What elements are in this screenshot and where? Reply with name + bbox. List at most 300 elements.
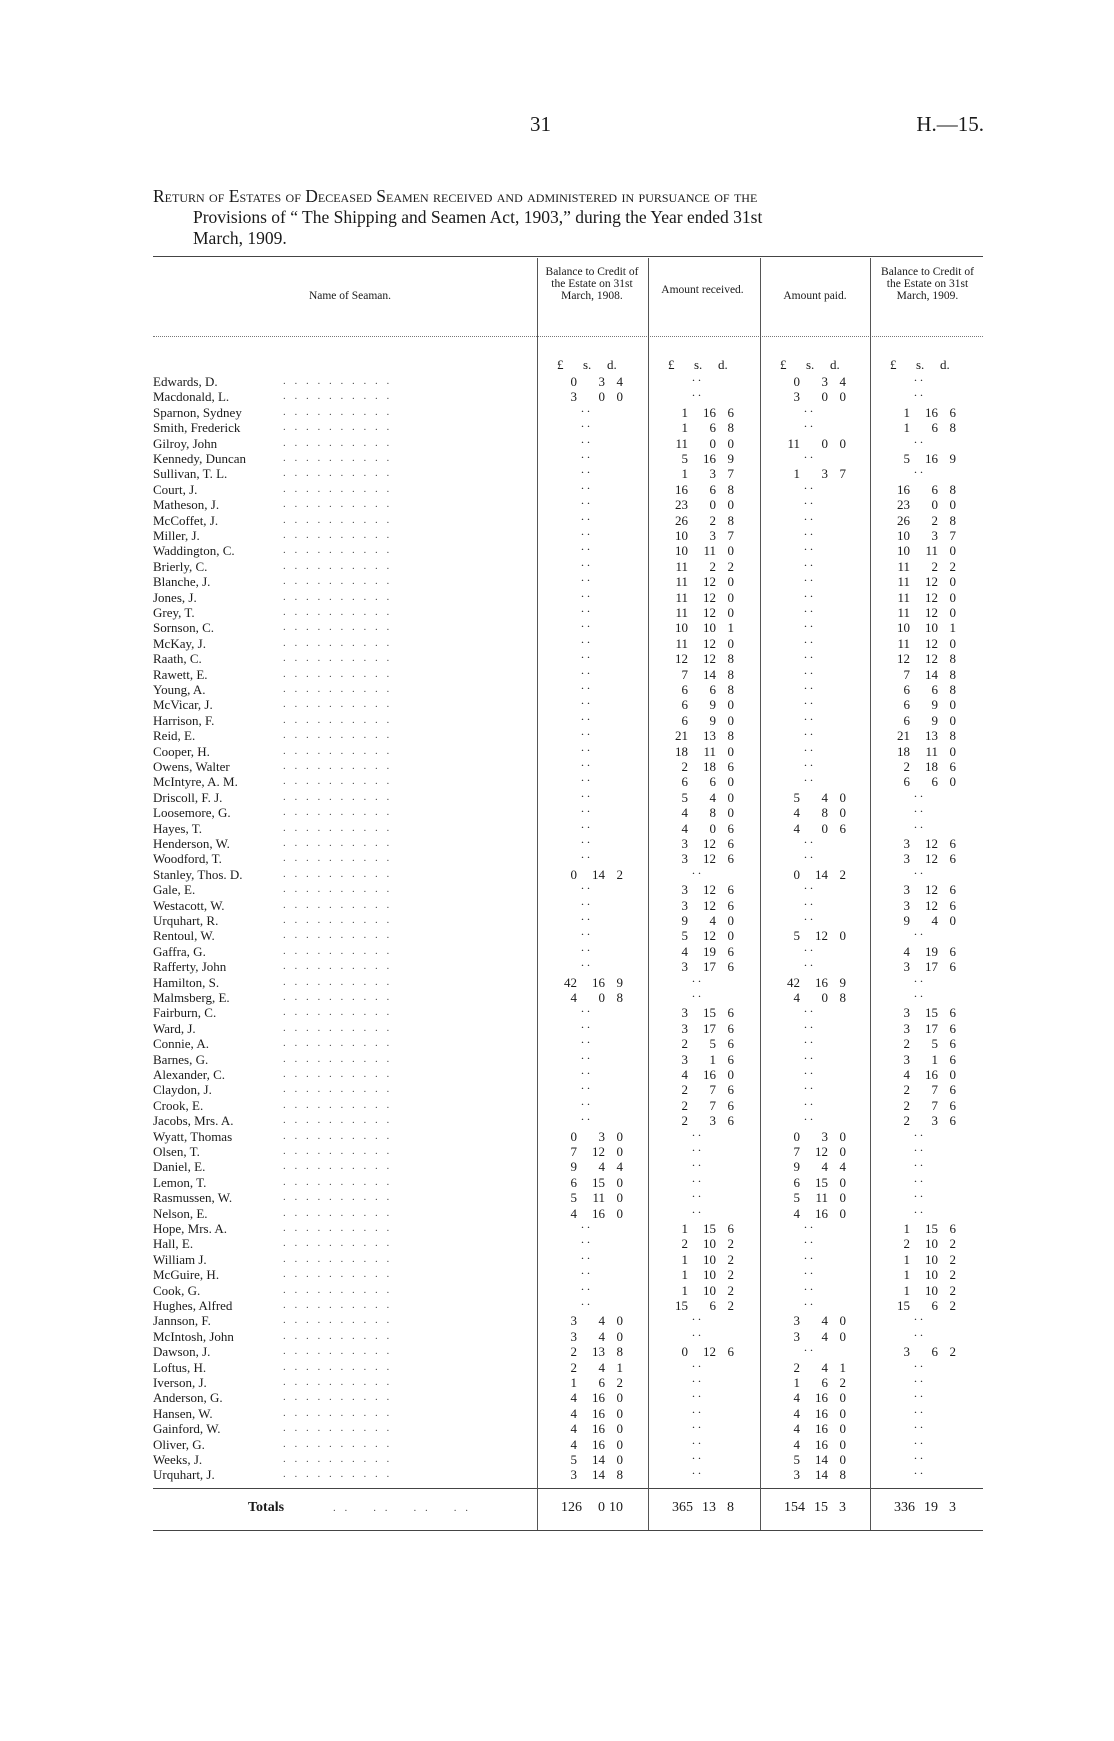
leader-dots: . . . . . . . . . .	[283, 1360, 393, 1373]
pounds-value: 11	[897, 558, 910, 574]
empty-cell: . .	[581, 554, 590, 569]
seaman-name: McVicar, J.	[153, 697, 213, 713]
empty-cell: . .	[804, 1093, 813, 1108]
pence-value: 0	[727, 1067, 734, 1082]
pounds-value: 3	[903, 836, 910, 851]
unit-header: s.	[583, 357, 592, 372]
seaman-name: McKay, J.	[153, 635, 206, 651]
shillings-value: 16	[815, 1390, 828, 1406]
pence-value: 8	[949, 682, 956, 697]
seaman-name: Hayes, T.	[153, 820, 202, 836]
pence-value: 0	[839, 1174, 846, 1190]
table-row	[153, 508, 983, 528]
seaman-name: William J.	[153, 1251, 207, 1267]
pounds-value: 4	[570, 1405, 577, 1421]
empty-cell: . .	[914, 1324, 923, 1339]
shillings-value: 16	[925, 451, 938, 466]
seaman-name: Kennedy, Duncan	[153, 451, 247, 466]
unit-header: s.	[806, 357, 815, 372]
pounds-value: 15	[897, 1298, 910, 1313]
pounds-value: 5	[793, 1190, 800, 1206]
pounds-value: 23	[675, 497, 688, 513]
pence-value: 9	[839, 974, 846, 990]
empty-cell: . .	[581, 416, 590, 431]
shillings-value: 16	[815, 1405, 828, 1421]
empty-cell: . .	[914, 1170, 923, 1185]
empty-cell: . .	[581, 539, 590, 554]
seaman-name: Gilroy, John	[153, 435, 218, 451]
pounds-value: 10	[675, 528, 688, 543]
pounds-value: 2	[903, 759, 910, 774]
empty-cell: . .	[914, 1201, 923, 1216]
pounds-value: 1	[570, 1375, 577, 1390]
pence-value: 0	[949, 743, 956, 759]
empty-cell: . .	[914, 1309, 923, 1324]
shillings-value: 14	[815, 1452, 828, 1467]
pence-value: 7	[727, 528, 734, 543]
empty-cell: . .	[581, 1001, 590, 1016]
shillings-value: 16	[592, 1390, 605, 1406]
pence-value: 0	[949, 697, 956, 713]
shillings-value: 14	[925, 666, 938, 682]
seaman-name: Crook, E.	[153, 1097, 204, 1113]
shillings-value: 3	[709, 466, 716, 482]
shillings-value: 0	[709, 820, 716, 836]
empty-cell: . .	[692, 1155, 701, 1170]
seaman-name: Gainford, W.	[153, 1421, 221, 1437]
shillings-value: 3	[931, 1113, 938, 1129]
shillings-value: 14	[592, 1452, 605, 1467]
pence-value: 8	[727, 651, 734, 667]
pence-value: 6	[949, 1005, 956, 1021]
empty-cell: . .	[581, 1093, 590, 1108]
table-row	[153, 924, 983, 944]
pounds-value: 4	[903, 943, 910, 959]
pence-value: 6	[839, 820, 846, 836]
pounds-value: 10	[675, 543, 688, 559]
pence-value: 2	[727, 1298, 734, 1313]
shillings-value: 12	[925, 589, 938, 605]
pounds-value: 1	[681, 1251, 688, 1267]
shillings-value: 13	[592, 1344, 605, 1360]
shillings-value: 11	[592, 1190, 605, 1206]
shillings-value: 15	[925, 1005, 938, 1021]
table-top-rule	[153, 256, 983, 257]
leader-dots: . . . . . . . . . .	[283, 1083, 393, 1096]
pence-value: 0	[839, 789, 846, 805]
shillings-value: 13	[703, 728, 716, 744]
pounds-value: 365	[672, 1500, 693, 1515]
shillings-value: 6	[821, 1375, 828, 1390]
pounds-value: 4	[793, 820, 800, 836]
leader-dots: . . . . . . . . . .	[283, 1437, 393, 1450]
pence-value: 6	[727, 943, 734, 959]
pence-value: 0	[616, 1190, 623, 1206]
pence-value: 0	[839, 1144, 846, 1159]
title-line-3: March, 1909.	[193, 228, 287, 248]
seaman-name: McCoffet, J.	[153, 512, 219, 528]
pence-value: 6	[727, 836, 734, 851]
empty-cell: . .	[804, 554, 813, 569]
pounds-value: 1	[903, 420, 910, 436]
pounds-value: 23	[897, 497, 910, 513]
pence-value: 6	[727, 897, 734, 913]
empty-cell: . .	[692, 1432, 701, 1447]
pounds-value: 1	[903, 1282, 910, 1298]
pence-value: 7	[949, 528, 956, 543]
pounds-value: 7	[903, 666, 910, 682]
empty-cell: . .	[581, 939, 590, 954]
empty-cell: . .	[914, 970, 923, 985]
table-row	[153, 755, 983, 774]
empty-cell: . .	[692, 370, 701, 384]
empty-cell: . .	[804, 493, 813, 508]
shillings-value: 12	[925, 605, 938, 620]
empty-cell: . .	[804, 416, 813, 431]
empty-cell: . .	[581, 1217, 590, 1231]
empty-cell: . .	[914, 1140, 923, 1154]
title-line-2: Provisions of “ The Shipping and Seamen Act, 1903,” during the Year ended 31st	[193, 207, 763, 227]
pounds-value: 6	[570, 1174, 577, 1190]
pounds-value: 11	[675, 435, 688, 451]
table-row	[153, 662, 983, 682]
pounds-value: 26	[897, 512, 910, 528]
empty-cell: . .	[914, 1186, 923, 1201]
table-row	[153, 1432, 983, 1452]
pounds-value: 16	[675, 481, 688, 497]
pence-value: 2	[949, 1251, 956, 1267]
shillings-value: 4	[821, 789, 828, 805]
leader-dots: . . . . . . . . . .	[283, 1175, 393, 1188]
empty-cell: . .	[581, 770, 590, 785]
pounds-value: 4	[570, 990, 577, 1005]
seaman-name: Hope, Mrs. A.	[153, 1221, 228, 1236]
pence-value: 2	[949, 1344, 956, 1360]
pence-value: 1	[616, 1359, 623, 1375]
pounds-value: 11	[675, 574, 688, 590]
leader-dots: . . . . . . . . . .	[283, 1206, 393, 1219]
shillings-value: 15	[703, 1005, 716, 1021]
empty-cell: . .	[581, 1278, 590, 1293]
empty-cell: . .	[581, 708, 590, 723]
pence-value: 0	[616, 1390, 623, 1406]
pence-value: 0	[727, 774, 734, 790]
leader-dots: . . . . . . . . . .	[283, 929, 393, 942]
shillings-value: 5	[931, 1036, 938, 1052]
pence-value: 0	[949, 605, 956, 620]
pounds-value: 9	[793, 1159, 800, 1175]
pounds-value: 126	[561, 1500, 582, 1515]
shillings-value: 0	[821, 990, 828, 1005]
shillings-value: 15	[703, 1221, 716, 1236]
pence-value: 0	[839, 1421, 846, 1437]
pence-value: 0	[839, 1328, 846, 1344]
leader-dots: . . . . . . . . . .	[283, 806, 393, 819]
leader-dots: . . . . . . . . . .	[283, 498, 393, 511]
pence-value: 0	[727, 928, 734, 944]
pounds-value: 4	[570, 1390, 577, 1406]
seaman-name: Miller, J.	[153, 528, 200, 543]
pounds-value: 7	[681, 666, 688, 682]
empty-cell: . .	[914, 1355, 923, 1370]
seaman-name: Jones, J.	[153, 589, 197, 605]
leader-dots: . . . . . . . . . .	[283, 1283, 393, 1296]
shillings-value: 2	[931, 512, 938, 528]
shillings-value: 16	[592, 1205, 605, 1221]
totals-row	[153, 1500, 983, 1520]
seaman-name: Cooper, H.	[153, 743, 210, 759]
leader-dots: . . . . . . . . . .	[283, 590, 393, 603]
shillings-value: 14	[592, 866, 605, 882]
seaman-name: Fairburn, C.	[153, 1005, 217, 1021]
empty-cell: . .	[804, 1109, 813, 1124]
shillings-value: 0	[709, 497, 716, 513]
leader-dots: . . . . . . . . . .	[283, 667, 393, 680]
pounds-value: 11	[787, 435, 800, 451]
shillings-value: 6	[709, 1298, 716, 1313]
pence-value: 6	[949, 1036, 956, 1052]
empty-cell: . .	[581, 1232, 590, 1247]
shillings-value: 18	[703, 759, 716, 774]
shillings-value: 11	[925, 743, 938, 759]
pence-value: 6	[727, 1113, 734, 1129]
shillings-value: 0	[931, 497, 938, 513]
pounds-value: 0	[570, 374, 577, 389]
seaman-name: Waddington, C.	[153, 543, 235, 559]
pence-value: 1	[839, 1359, 846, 1375]
table-row	[153, 785, 983, 805]
table-row	[153, 647, 983, 667]
leader-dots: . . . . . . . . . .	[283, 636, 393, 649]
empty-cell: . .	[581, 878, 590, 893]
empty-cell: . .	[581, 585, 590, 600]
empty-cell: . .	[914, 1386, 923, 1401]
empty-cell: . .	[581, 893, 590, 908]
pounds-value: 3	[793, 1328, 800, 1344]
seaman-name: Olsen, T.	[153, 1144, 200, 1159]
pounds-value: 3	[903, 1005, 910, 1021]
pounds-value: 0	[793, 866, 800, 882]
seaman-name: Smith, Frederick	[153, 420, 241, 436]
pounds-value: 21	[675, 728, 688, 744]
pounds-value: 4	[681, 1067, 688, 1082]
shillings-value: 12	[703, 605, 716, 620]
column-header-balance-1908: Balance to Credit of the Estate on 31st March, 1908.	[545, 266, 639, 302]
leader-dots: . . . . . . . . . .	[283, 898, 393, 911]
empty-cell: . .	[581, 801, 590, 816]
shillings-value: 3	[821, 1128, 828, 1144]
pence-value: 6	[949, 959, 956, 975]
table-row	[153, 1324, 983, 1344]
pounds-value: 4	[570, 1421, 577, 1437]
pence-value: 10	[609, 1500, 623, 1515]
pounds-value: 4	[903, 1067, 910, 1082]
pence-value: 0	[616, 389, 623, 405]
pounds-value: 26	[675, 512, 688, 528]
pounds-value: 6	[903, 697, 910, 713]
shillings-value: 4	[598, 1159, 605, 1175]
empty-cell: . .	[581, 493, 590, 508]
empty-cell: . .	[804, 893, 813, 908]
shillings-value: 3	[598, 374, 605, 389]
empty-cell: . .	[692, 1417, 701, 1432]
table-row	[153, 770, 983, 790]
shillings-value: 15	[925, 1221, 938, 1236]
empty-cell: . .	[804, 585, 813, 600]
shillings-value: 17	[703, 1020, 716, 1036]
table-row	[153, 524, 983, 543]
pence-value: 6	[949, 1113, 956, 1129]
pounds-value: 42	[787, 974, 800, 990]
pounds-value: 4	[793, 990, 800, 1005]
unit-header: £	[557, 357, 564, 372]
table-row	[153, 462, 983, 482]
empty-cell: . .	[804, 1016, 813, 1031]
pounds-value: 11	[897, 589, 910, 605]
pence-value: 7	[839, 466, 846, 482]
pence-value: 0	[727, 435, 734, 451]
empty-cell: . .	[804, 524, 813, 538]
shillings-value: 11	[925, 543, 938, 559]
shillings-value: 12	[925, 836, 938, 851]
shillings-value: 6	[709, 682, 716, 697]
leader-dots: . . . . . . . . . .	[283, 729, 393, 742]
empty-cell: . .	[804, 724, 813, 739]
pence-value: 0	[839, 1405, 846, 1421]
table-row	[153, 1063, 983, 1082]
pence-value: 6	[949, 882, 956, 898]
shillings-value: 16	[815, 1436, 828, 1452]
pounds-value: 6	[903, 712, 910, 728]
table-row	[153, 847, 983, 867]
pounds-value: 18	[675, 743, 688, 759]
unit-header: s.	[916, 357, 925, 372]
pounds-value: 1	[681, 1267, 688, 1283]
pence-value: 0	[727, 805, 734, 821]
totals-label: Totals	[248, 1500, 285, 1515]
shillings-value: 15	[814, 1500, 828, 1515]
shillings-value: 12	[703, 928, 716, 944]
shillings-value: 12	[925, 651, 938, 667]
pounds-value: 2	[903, 1236, 910, 1252]
pounds-value: 3	[903, 851, 910, 867]
pence-value: 2	[949, 1236, 956, 1252]
empty-cell: . .	[804, 1032, 813, 1047]
empty-cell: . .	[804, 508, 813, 523]
table-row	[153, 416, 983, 436]
pounds-value: 3	[903, 959, 910, 975]
pence-value: 0	[949, 635, 956, 651]
shillings-value: 0	[821, 820, 828, 836]
seaman-name: Sparnon, Sydney	[153, 404, 242, 420]
table-row	[153, 1016, 983, 1036]
empty-cell: . .	[914, 1432, 923, 1447]
pence-value: 0	[839, 1313, 846, 1329]
leader-dots: . . . . . . . . . .	[283, 1468, 393, 1481]
pence-value: 0	[839, 1436, 846, 1452]
pence-value: 6	[949, 1221, 956, 1236]
pence-value: 0	[727, 789, 734, 805]
pounds-value: 16	[897, 481, 910, 497]
pence-value: 8	[727, 682, 734, 697]
pence-value: 0	[949, 497, 956, 513]
pence-value: 8	[616, 1467, 623, 1483]
pence-value: 8	[949, 512, 956, 528]
pence-value: 0	[727, 635, 734, 651]
table-row	[153, 939, 983, 959]
empty-cell: . .	[581, 909, 590, 923]
pence-value: 2	[949, 558, 956, 574]
pence-value: 6	[949, 1082, 956, 1098]
empty-cell: . .	[804, 601, 813, 615]
pounds-value: 3	[570, 1328, 577, 1344]
leader-dots: . . . . . . . . . .	[283, 744, 393, 757]
leader-dots: . . . . . . . . . .	[283, 1268, 393, 1281]
seaman-name: Matheson, J.	[153, 497, 220, 513]
empty-cell: . .	[804, 1263, 813, 1278]
shillings-value: 19	[703, 943, 716, 959]
seaman-name: Hall, E.	[153, 1236, 194, 1252]
pence-value: 9	[616, 974, 623, 990]
seaman-name: Wyatt, Thomas	[153, 1128, 233, 1144]
table-row	[153, 801, 983, 821]
pence-value: 2	[839, 1375, 846, 1390]
shillings-value: 0	[821, 389, 828, 405]
empty-cell: . .	[692, 1170, 701, 1185]
pounds-value: 2	[681, 1097, 688, 1113]
pounds-value: 0	[681, 1344, 688, 1360]
pence-value: 0	[616, 1405, 623, 1421]
shillings-value: 6	[931, 420, 938, 436]
shillings-value: 10	[703, 1236, 716, 1252]
pence-value: 0	[949, 1067, 956, 1082]
table-row	[153, 1186, 983, 1206]
shillings-value: 10	[925, 1236, 938, 1252]
empty-cell: . .	[692, 1140, 701, 1154]
empty-cell: . .	[804, 1047, 813, 1062]
pence-value: 6	[727, 851, 734, 867]
pence-value: 8	[839, 990, 846, 1005]
empty-cell: . .	[804, 678, 813, 692]
pence-value: 6	[949, 1020, 956, 1036]
shillings-value: 0	[598, 1500, 605, 1515]
seaman-name: Westacott, W.	[153, 897, 225, 913]
leader-dots: . . . . . . . . . .	[283, 1345, 393, 1358]
shillings-value: 12	[925, 635, 938, 651]
shillings-value: 13	[702, 1500, 716, 1515]
shillings-value: 17	[703, 959, 716, 975]
pence-value: 6	[727, 1020, 734, 1036]
shillings-value: 16	[592, 974, 605, 990]
pounds-value: 3	[681, 882, 688, 898]
pence-value: 2	[839, 866, 846, 882]
table-row	[153, 862, 983, 882]
shillings-value: 2	[709, 512, 716, 528]
empty-cell: . .	[581, 816, 590, 831]
empty-cell: . .	[804, 539, 813, 554]
shillings-value: 3	[821, 374, 828, 389]
empty-cell: . .	[581, 847, 590, 862]
pence-value: 0	[839, 1205, 846, 1221]
pence-value: 0	[727, 697, 734, 713]
pence-value: 6	[949, 404, 956, 420]
leader-dots: . . . . . . . . . .	[283, 775, 393, 788]
pence-value: 2	[949, 1298, 956, 1313]
pounds-value: 2	[903, 1113, 910, 1129]
empty-cell: . .	[581, 477, 590, 492]
pence-value: 0	[616, 1421, 623, 1437]
unit-header: d.	[830, 357, 840, 372]
